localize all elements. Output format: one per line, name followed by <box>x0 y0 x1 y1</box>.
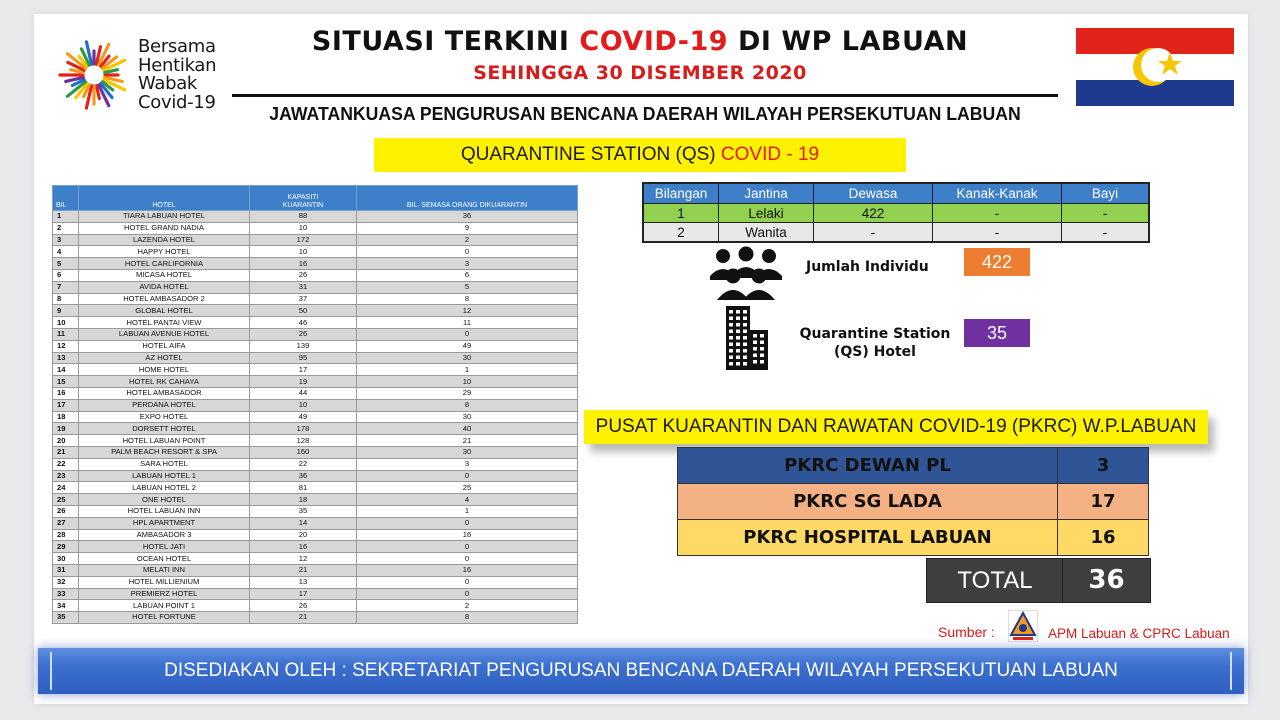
cell-kapasiti: 17 <box>250 364 357 376</box>
cell-semasa: 40 <box>357 423 578 435</box>
table-row <box>53 399 578 411</box>
cell-semasa: 30 <box>357 446 578 458</box>
cell-semasa: 9 <box>357 222 578 234</box>
cell-hotel: MICASA HOTEL <box>79 269 250 281</box>
qs-hotel-label-line-1: Quarantine Station <box>799 326 951 342</box>
cell-kapasiti: 160 <box>250 446 357 458</box>
cell-kapasiti: 16 <box>250 258 357 270</box>
cell-bil: 1 <box>53 211 79 223</box>
cell-kapasiti: 44 <box>250 387 357 399</box>
source-value: APM Labuan & CPRC Labuan <box>1048 626 1230 641</box>
cell-hotel: HOTEL AIFA <box>79 340 250 352</box>
cell-bilangan: 1 <box>643 204 719 223</box>
cell-semasa: 0 <box>357 588 578 600</box>
cell-semasa: 5 <box>357 281 578 293</box>
table-row <box>53 564 578 576</box>
cell-hotel: LABUAN HOTEL 1 <box>79 470 250 482</box>
cell-bil: 19 <box>53 423 79 435</box>
cell-kapasiti: 139 <box>250 340 357 352</box>
table-row <box>53 494 578 506</box>
footer-bar <box>38 648 1244 694</box>
table-row <box>53 328 578 340</box>
pkrc-table <box>677 447 1149 556</box>
cell-hotel: LAZENDA HOTEL <box>79 234 250 246</box>
cell-semasa: 30 <box>357 411 578 423</box>
header-jantina: Jantina <box>719 183 814 204</box>
logo-line-3: Wabak <box>138 73 198 94</box>
cell-hotel: PALM BEACH RESORT & SPA <box>79 446 250 458</box>
cell-kanak: - <box>933 204 1062 223</box>
cell-hotel: HOTEL GRAND NADIA <box>79 222 250 234</box>
cell-semasa: 0 <box>357 553 578 565</box>
table-row <box>678 520 1149 556</box>
cell-bil: 23 <box>53 470 79 482</box>
cell-kapasiti: 21 <box>250 612 357 624</box>
cell-kapasiti: 172 <box>250 234 357 246</box>
header-semasa: BIL. SEMASA ORANG DIKUARANTIN <box>357 186 578 211</box>
cell-bil: 16 <box>53 387 79 399</box>
table-row <box>53 600 578 612</box>
table-row <box>53 387 578 399</box>
header-bilangan: Bilangan <box>643 183 719 204</box>
cell-kapasiti: 128 <box>250 435 357 447</box>
table-row <box>53 588 578 600</box>
total-value: 36 <box>1062 558 1151 603</box>
header-kapasiti-line-1: KAPASITI <box>287 194 319 201</box>
cell-semasa: 1 <box>357 505 578 517</box>
table-row <box>53 281 578 293</box>
cell-kapasiti: 37 <box>250 293 357 305</box>
title-divider <box>232 94 1058 97</box>
qs-hotel-value: 35 <box>964 319 1030 347</box>
header-hotel: HOTEL <box>79 186 250 211</box>
title-part-2: DI WP LABUAN <box>728 26 969 57</box>
table-row <box>53 317 578 329</box>
cell-hotel: HAPPY HOTEL <box>79 246 250 258</box>
cell-hotel: HOTEL JATI <box>79 541 250 553</box>
gender-breakdown-table <box>642 182 1150 243</box>
jumlah-individu-value: 422 <box>964 248 1030 276</box>
cell-bil: 27 <box>53 517 79 529</box>
apm-emblem-icon <box>1008 610 1038 642</box>
cell-jantina: Lelaki <box>719 204 814 223</box>
gender-table-header <box>643 183 1149 204</box>
cell-jantina: Wanita <box>719 223 814 243</box>
table-row <box>53 553 578 565</box>
pkrc-name: PKRC DEWAN PL <box>678 448 1058 484</box>
cell-bil: 24 <box>53 482 79 494</box>
cell-kapasiti: 10 <box>250 399 357 411</box>
cell-bil: 2 <box>53 222 79 234</box>
table-row <box>53 470 578 482</box>
cell-kapasiti: 20 <box>250 529 357 541</box>
cell-bil: 17 <box>53 399 79 411</box>
cell-semasa: 0 <box>357 470 578 482</box>
table-row <box>53 222 578 234</box>
cell-bil: 13 <box>53 352 79 364</box>
cell-bil: 8 <box>53 293 79 305</box>
cell-semasa: 21 <box>357 435 578 447</box>
cell-kapasiti: 31 <box>250 281 357 293</box>
cell-hotel: DORSETT HOTEL <box>79 423 250 435</box>
cell-kapasiti: 95 <box>250 352 357 364</box>
cell-semasa: 11 <box>357 317 578 329</box>
cell-hotel: TIARA LABUAN HOTEL <box>79 211 250 223</box>
table-row <box>53 411 578 423</box>
cell-kapasiti: 17 <box>250 588 357 600</box>
cell-bil: 5 <box>53 258 79 270</box>
cell-semasa: 49 <box>357 340 578 352</box>
cell-semasa: 0 <box>357 328 578 340</box>
table-row <box>53 305 578 317</box>
header-bayi: Bayi <box>1062 183 1150 204</box>
table-row <box>643 204 1149 223</box>
page-subtitle: SEHINGGA 30 DISEMBER 2020 <box>473 62 807 84</box>
cell-hotel: PREMIERZ HOTEL <box>79 588 250 600</box>
cell-bil: 10 <box>53 317 79 329</box>
table-row <box>53 258 578 270</box>
cell-semasa: 1 <box>357 364 578 376</box>
qs-hotel-label <box>796 325 954 361</box>
cell-bayi: - <box>1062 204 1150 223</box>
cell-semasa: 0 <box>357 517 578 529</box>
header-kapasiti <box>250 186 357 211</box>
table-row <box>53 435 578 447</box>
cell-hotel: HOME HOTEL <box>79 364 250 376</box>
cell-semasa: 6 <box>357 269 578 281</box>
table-row <box>53 446 578 458</box>
logo-line-4: Covid-19 <box>138 91 216 113</box>
pkrc-value: 17 <box>1058 484 1149 520</box>
cell-hotel: SARA HOTEL <box>79 458 250 470</box>
cell-bil: 11 <box>53 328 79 340</box>
cell-bil: 26 <box>53 505 79 517</box>
cell-semasa: 12 <box>357 305 578 317</box>
logo-line-2: Hentikan <box>138 54 217 76</box>
cell-semasa: 29 <box>357 387 578 399</box>
cell-bil: 34 <box>53 600 79 612</box>
cell-kapasiti: 14 <box>250 517 357 529</box>
cell-semasa: 2 <box>357 600 578 612</box>
table-row <box>53 505 578 517</box>
cell-bil: 4 <box>53 246 79 258</box>
cell-kapasiti: 16 <box>250 541 357 553</box>
pkrc-value: 3 <box>1058 448 1149 484</box>
cell-hotel: AMBASADOR 3 <box>79 529 250 541</box>
cell-semasa: 8 <box>357 612 578 624</box>
cell-semasa: 8 <box>357 399 578 411</box>
cell-kapasiti: 19 <box>250 376 357 388</box>
cell-semasa: 4 <box>357 494 578 506</box>
logo-text <box>138 38 216 112</box>
table-row <box>53 612 578 624</box>
cell-hotel: AVIDA HOTEL <box>79 281 250 293</box>
cell-bil: 9 <box>53 305 79 317</box>
cell-hotel: LABUAN POINT 1 <box>79 600 250 612</box>
table-row <box>643 223 1149 243</box>
source-label: Sumber : <box>938 624 995 640</box>
cell-kapasiti: 46 <box>250 317 357 329</box>
header-kapasiti-line-2: KUARANTIN <box>282 202 324 209</box>
cell-kapasiti: 26 <box>250 328 357 340</box>
cell-kapasiti: 22 <box>250 458 357 470</box>
cell-kapasiti: 81 <box>250 482 357 494</box>
cell-hotel: OCEAN HOTEL <box>79 553 250 565</box>
cell-bil: 20 <box>53 435 79 447</box>
cell-hotel: MELATI INN <box>79 564 250 576</box>
header-bil: BIL <box>53 186 79 211</box>
logo-line-1: Bersama <box>138 36 216 57</box>
cell-hotel: HOTEL AMBASADOR 2 <box>79 293 250 305</box>
table-row <box>53 576 578 588</box>
cell-semasa: 0 <box>357 576 578 588</box>
cell-semasa: 36 <box>357 211 578 223</box>
table-row <box>678 484 1149 520</box>
pkrc-value: 16 <box>1058 520 1149 556</box>
cell-kapasiti: 26 <box>250 269 357 281</box>
table-row <box>53 364 578 376</box>
cell-kanak: - <box>933 223 1062 243</box>
table-row <box>53 529 578 541</box>
committee-heading: JAWATANKUASA PENGURUSAN BENCANA DAERAH WILAYAH PERSEKUTUAN LABUAN <box>269 104 1021 124</box>
cell-hotel: HOTEL LABUAN POINT <box>79 435 250 447</box>
cell-semasa: 16 <box>357 564 578 576</box>
cell-semasa: 0 <box>357 541 578 553</box>
title-highlight: COVID-19 <box>579 26 729 57</box>
labuan-flag-icon <box>1076 28 1234 106</box>
table-row <box>53 482 578 494</box>
cell-kapasiti: 88 <box>250 211 357 223</box>
title-part-1: SITUASI TERKINI <box>311 26 580 57</box>
cell-hotel: HOTEL LABUAN INN <box>79 505 250 517</box>
header-kanak: Kanak-Kanak <box>933 183 1062 204</box>
cell-kapasiti: 26 <box>250 600 357 612</box>
cell-semasa: 16 <box>357 529 578 541</box>
cell-bil: 35 <box>53 612 79 624</box>
cell-dewasa: 422 <box>814 204 933 223</box>
pkrc-name: PKRC HOSPITAL LABUAN <box>678 520 1058 556</box>
cell-hotel: HOTEL MILLIENIUM <box>79 576 250 588</box>
hotel-table-header <box>53 186 578 211</box>
table-row <box>53 211 578 223</box>
cell-dewasa: - <box>814 223 933 243</box>
table-row <box>53 376 578 388</box>
cell-bil: 30 <box>53 553 79 565</box>
cell-hotel: PERDANA HOTEL <box>79 399 250 411</box>
cell-kapasiti: 36 <box>250 470 357 482</box>
table-row <box>678 448 1149 484</box>
cell-bil: 7 <box>53 281 79 293</box>
campaign-logo <box>54 34 234 116</box>
cell-semasa: 3 <box>357 258 578 270</box>
sunburst-logo-icon <box>54 34 134 116</box>
cell-hotel: HOTEL AMBASADOR <box>79 387 250 399</box>
footer-text: DISEDIAKAN OLEH : SEKRETARIAT PENGURUSAN BENCANA DAERAH WILAYAH PERSEKUTUAN LABUAN <box>50 652 1232 690</box>
table-row <box>53 423 578 435</box>
cell-semasa: 2 <box>357 234 578 246</box>
cell-hotel: GLOBAL HOTEL <box>79 305 250 317</box>
cell-kapasiti: 35 <box>250 505 357 517</box>
cell-hotel: HOTEL CARLIFORNIA <box>79 258 250 270</box>
table-row <box>53 458 578 470</box>
cell-bil: 32 <box>53 576 79 588</box>
cell-kapasiti: 178 <box>250 423 357 435</box>
building-icon <box>720 300 772 370</box>
cell-semasa: 0 <box>357 246 578 258</box>
cell-bilangan: 2 <box>643 223 719 243</box>
cell-hotel: LABUAN AVENUE HOTEL <box>79 328 250 340</box>
quarantine-station-banner <box>374 138 906 172</box>
table-row <box>53 352 578 364</box>
table-row <box>53 246 578 258</box>
qs-banner-text: QUARANTINE STATION (QS) <box>460 144 721 165</box>
cell-kapasiti: 18 <box>250 494 357 506</box>
cell-bil: 14 <box>53 364 79 376</box>
table-row <box>53 293 578 305</box>
cell-bil: 12 <box>53 340 79 352</box>
jumlah-individu-label: Jumlah Individu <box>806 259 929 275</box>
cell-kapasiti: 12 <box>250 553 357 565</box>
cell-kapasiti: 21 <box>250 564 357 576</box>
cell-hotel: LABUAN HOTEL 2 <box>79 482 250 494</box>
cell-bil: 28 <box>53 529 79 541</box>
cell-bil: 22 <box>53 458 79 470</box>
cell-bil: 6 <box>53 269 79 281</box>
pkrc-banner: PUSAT KUARANTIN DAN RAWATAN COVID-19 (PKRC) W.P.LABUAN <box>584 410 1208 444</box>
hotel-quarantine-table <box>52 185 578 624</box>
cell-kapasiti: 13 <box>250 576 357 588</box>
qs-banner-highlight: COVID - 19 <box>720 144 820 165</box>
cell-semasa: 3 <box>357 458 578 470</box>
cell-kapasiti: 50 <box>250 305 357 317</box>
cell-bil: 29 <box>53 541 79 553</box>
table-row <box>53 234 578 246</box>
cell-kapasiti: 10 <box>250 246 357 258</box>
cell-bil: 18 <box>53 411 79 423</box>
cell-hotel: HOTEL RK CAHAYA <box>79 376 250 388</box>
qs-hotel-label-line-2: (QS) Hotel <box>834 344 916 360</box>
cell-hotel: EXPO HOTEL <box>79 411 250 423</box>
people-group-icon <box>705 246 787 302</box>
cell-hotel: HPL APARTMENT <box>79 517 250 529</box>
pkrc-name: PKRC SG LADA <box>678 484 1058 520</box>
page-title <box>240 26 1040 57</box>
cell-hotel: HOTEL FORTUNE <box>79 612 250 624</box>
cell-semasa: 10 <box>357 376 578 388</box>
cell-semasa: 30 <box>357 352 578 364</box>
table-row <box>53 541 578 553</box>
cell-bil: 25 <box>53 494 79 506</box>
cell-bil: 33 <box>53 588 79 600</box>
cell-bil: 31 <box>53 564 79 576</box>
cell-hotel: ONE HOTEL <box>79 494 250 506</box>
cell-kapasiti: 49 <box>250 411 357 423</box>
table-row <box>53 517 578 529</box>
cell-hotel: HOTEL PANTAI VIEW <box>79 317 250 329</box>
cell-bayi: - <box>1062 223 1150 243</box>
cell-bil: 21 <box>53 446 79 458</box>
table-row <box>53 269 578 281</box>
cell-semasa: 25 <box>357 482 578 494</box>
cell-semasa: 8 <box>357 293 578 305</box>
cell-bil: 15 <box>53 376 79 388</box>
cell-bil: 3 <box>53 234 79 246</box>
header-dewasa: Dewasa <box>814 183 933 204</box>
cell-kapasiti: 10 <box>250 222 357 234</box>
table-row <box>53 340 578 352</box>
total-label: TOTAL <box>926 558 1064 603</box>
cell-hotel: AZ HOTEL <box>79 352 250 364</box>
